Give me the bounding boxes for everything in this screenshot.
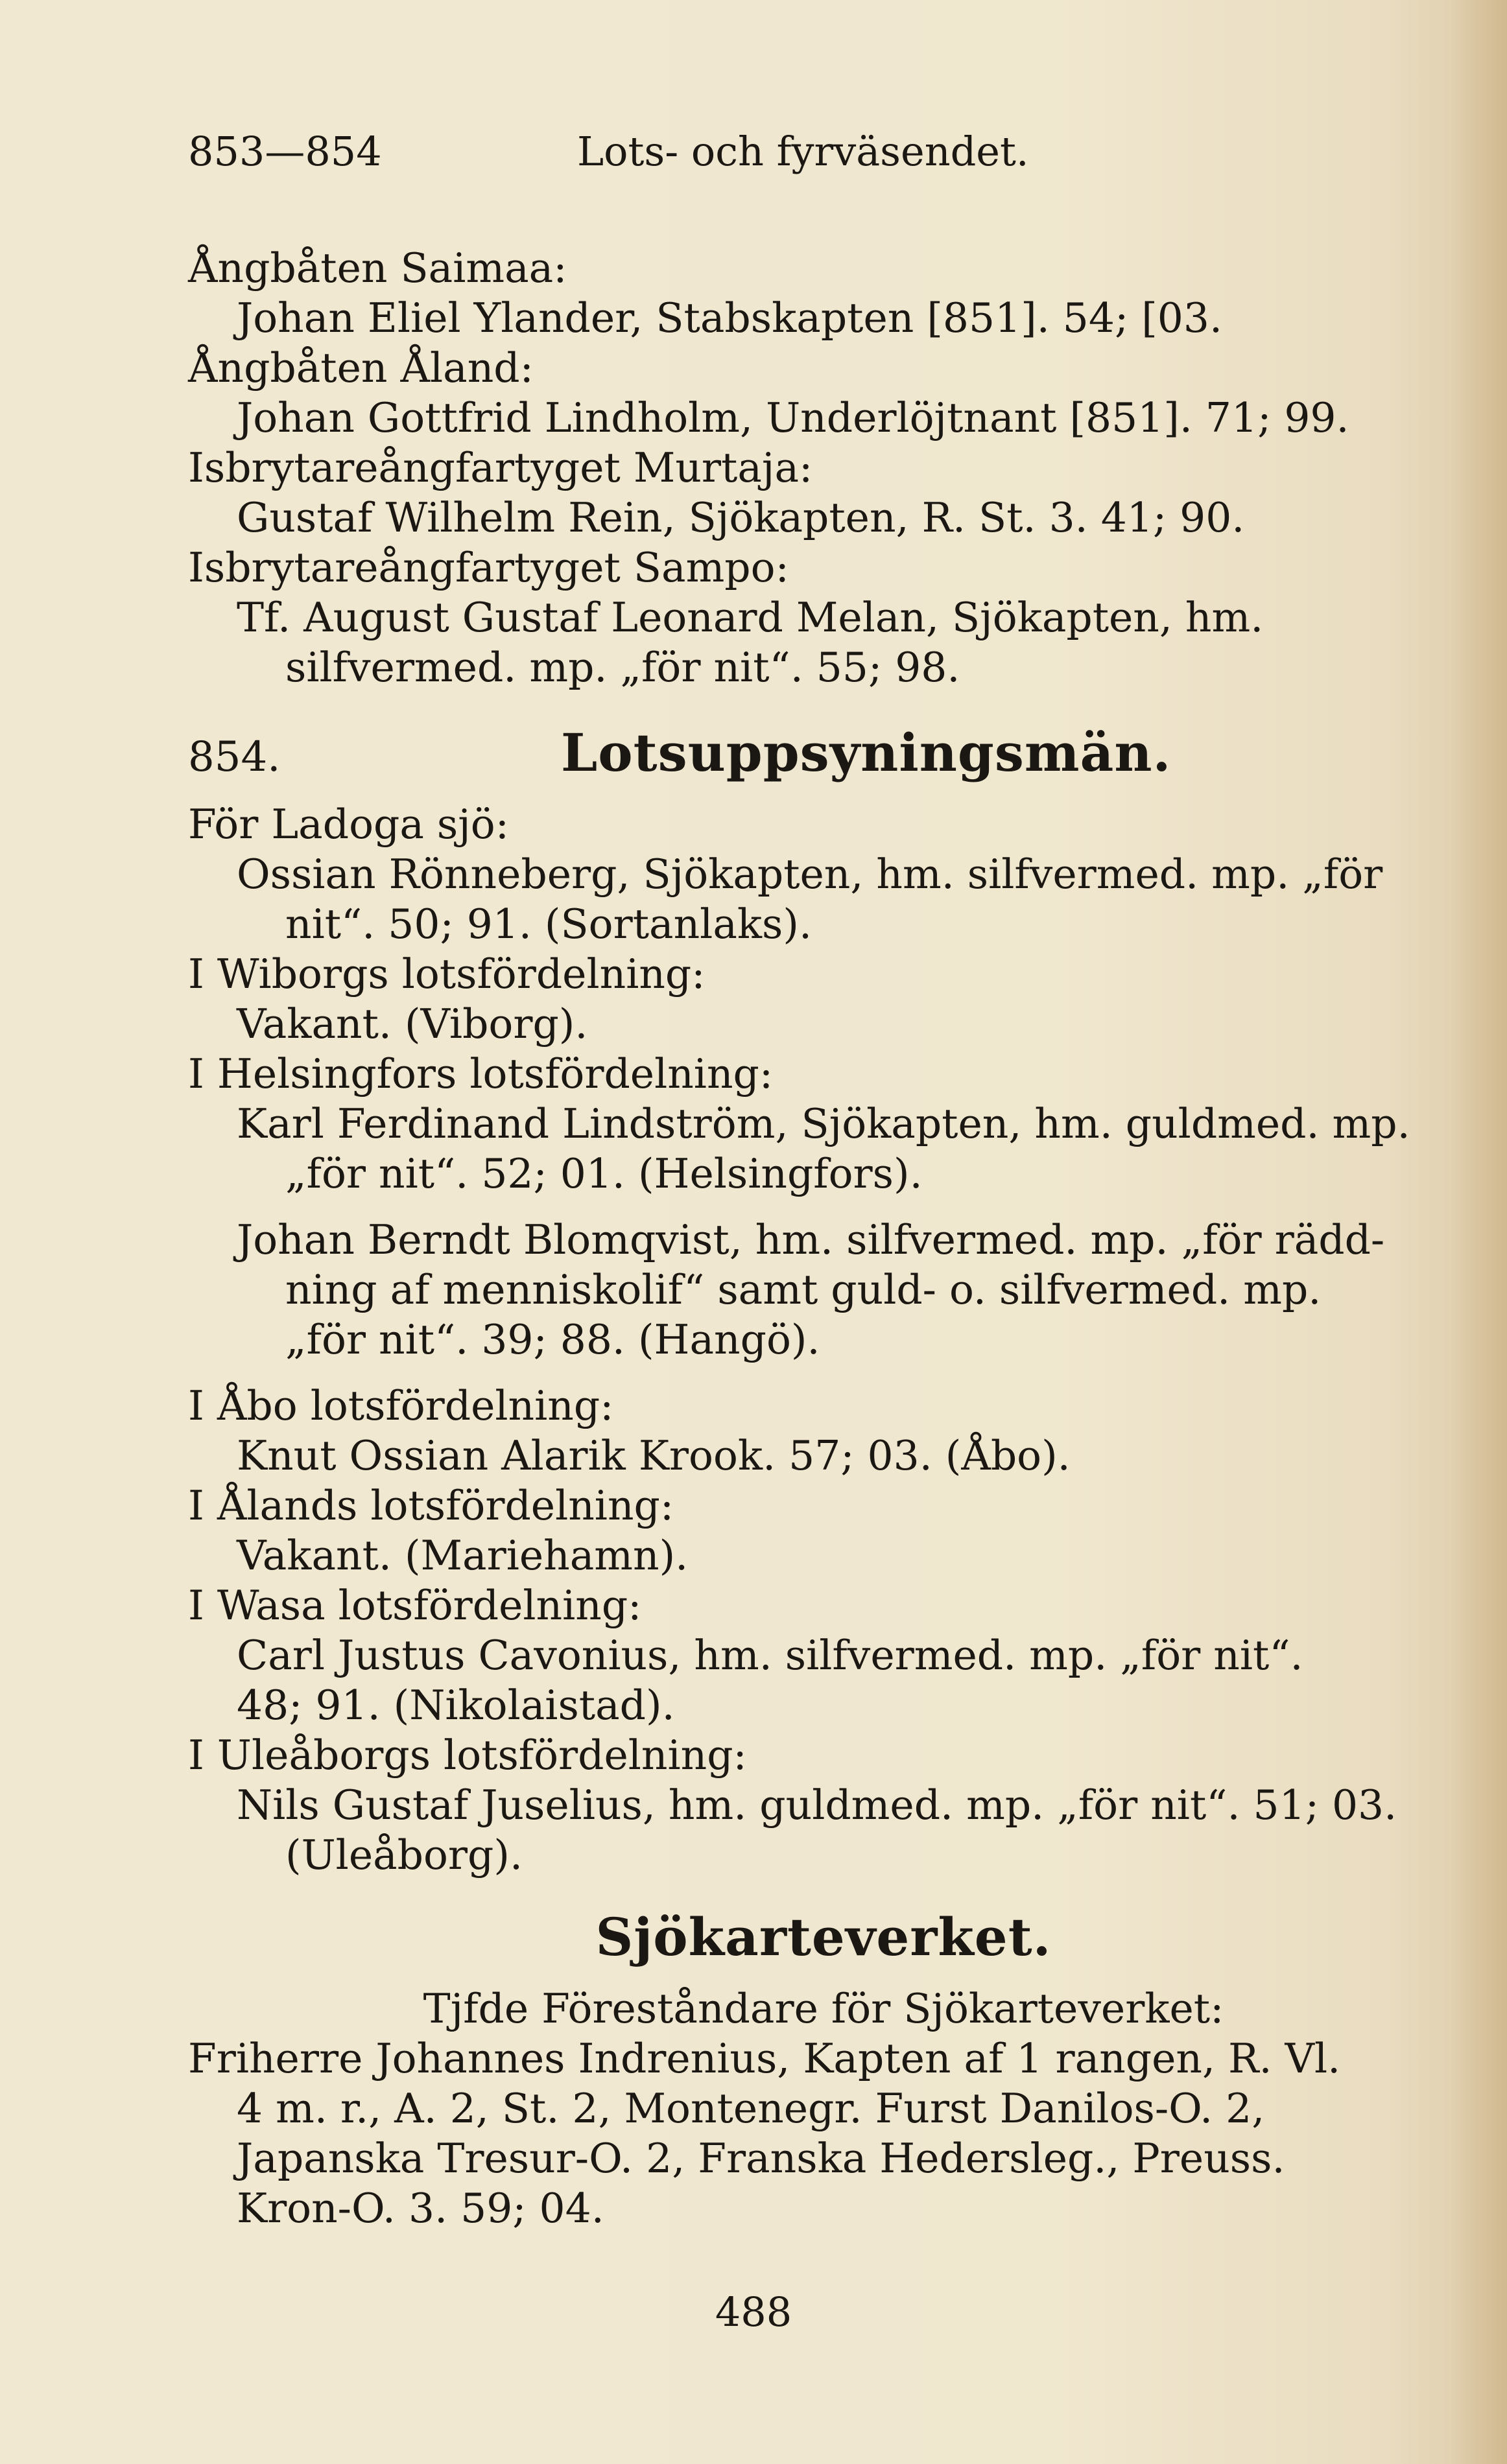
text-line: I Wiborgs lotsfördelning:	[188, 950, 706, 998]
sjokarteverket-subtitle: Tjfde Föreståndare för Sjökarteverket:	[423, 1985, 1224, 2032]
text-line: silfvermed. mp. „för nit“. 55; 98.	[285, 644, 960, 691]
section-title: Lotsuppsyningsmän.	[561, 722, 1172, 783]
text-line: Kron-O. 3. 59; 04.	[237, 2185, 604, 2232]
text-line: Ångbåten Saimaa:	[188, 244, 567, 292]
text-line: Nils Gustaf Juselius, hm. guldmed. mp. „för nit“. 51; 03.	[237, 1781, 1397, 1829]
text-line: 4 m. r., A. 2, St. 2, Montenegr. Furst Danilos-O. 2,	[237, 2085, 1265, 2132]
line-gap	[188, 1365, 1459, 1381]
text-line: Vakant. (Mariehamn).	[237, 1532, 689, 1579]
header-title: Lots- och fyrväsendet.	[577, 128, 1029, 175]
text-line: Ossian Rönneberg, Sjökapten, hm. silfvermed. mp. „för	[237, 851, 1383, 898]
section-lotsuppsyningsman	[188, 799, 1459, 1880]
text-line: „för nit“. 39; 88. (Hangö).	[285, 1316, 820, 1363]
text-line: I Helsingfors lotsfördelning:	[188, 1050, 774, 1097]
text-line: I Åbo lotsfördelning:	[188, 1382, 614, 1429]
text-line: Friherre Johannes Indrenius, Kapten af 1 rangen, R. Vl.	[188, 2035, 1341, 2082]
text-line: Isbrytareångfartyget Sampo:	[188, 544, 789, 591]
text-line: (Uleåborg).	[285, 1831, 523, 1879]
section-heading	[188, 722, 1459, 799]
text-line: Ångbåten Åland:	[188, 344, 534, 392]
top-section	[188, 243, 1459, 692]
text-line: 48; 91. (Nikolaistad).	[237, 1682, 675, 1729]
text-line: Johan Gottfrid Lindholm, Underlöjtnant [851]. 71; 99.	[237, 394, 1349, 441]
page-number: 488	[715, 2288, 792, 2336]
running-header	[188, 126, 1459, 178]
text-line: Vakant. (Viborg).	[237, 1000, 588, 1048]
text-line: Carl Justus Cavonius, hm. silfvermed. mp. „för nit“.	[237, 1632, 1303, 1679]
section-number: 854.	[188, 733, 281, 781]
text-line: Johan Berndt Blomqvist, hm. silfvermed. mp. „för rädd-	[237, 1216, 1385, 1263]
sjokarteverket-title: Sjökarteverket.	[595, 1907, 1052, 1967]
page-content	[188, 126, 1459, 2233]
text-line: „för nit“. 52; 01. (Helsingfors).	[285, 1150, 923, 1197]
line-gap	[188, 1199, 1459, 1215]
text-line: I Ålands lotsfördelning:	[188, 1482, 674, 1529]
text-line: Knut Ossian Alarik Krook. 57; 03. (Åbo).	[237, 1432, 1071, 1479]
text-line: För Ladoga sjö:	[188, 801, 509, 848]
text-line: Isbrytareångfartyget Murtaja:	[188, 444, 813, 491]
sjokarteverket-entry	[188, 2034, 1459, 2233]
text-line: ning af menniskolif“ samt guld- o. silfvermed. mp.	[285, 1266, 1322, 1313]
text-line: Johan Eliel Ylander, Stabskapten [851]. 54; [03.	[237, 294, 1222, 342]
text-line: Tf. August Gustaf Leonard Melan, Sjökapten, hm.	[237, 594, 1264, 641]
text-line: Gustaf Wilhelm Rein, Sjökapten, R. St. 3. 41; 90.	[237, 494, 1245, 541]
text-line: nit“. 50; 91. (Sortanlaks).	[285, 900, 812, 948]
text-line: I Uleåborgs lotsfördelning:	[188, 1731, 747, 1779]
text-line: Japanska Tresur-O. 2, Franska Hedersleg., Preuss.	[237, 2135, 1285, 2182]
text-line: I Wasa lotsfördelning:	[188, 1582, 642, 1629]
header-page-range: 853—854	[188, 128, 382, 175]
text-line: Karl Ferdinand Lindström, Sjökapten, hm. guldmed. mp.	[237, 1100, 1410, 1147]
